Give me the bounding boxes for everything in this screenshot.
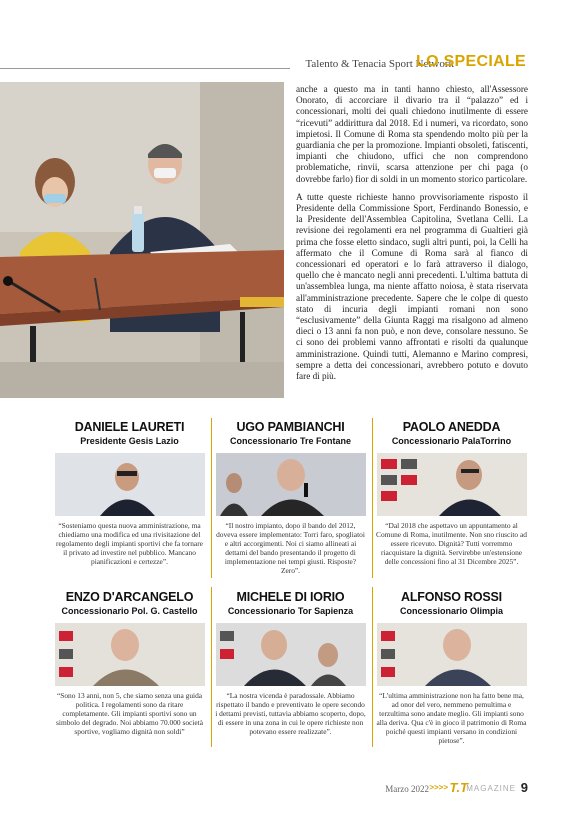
profile-photo <box>216 453 366 516</box>
profile-name: DANIELE LAURETI <box>74 420 185 434</box>
page-footer <box>0 780 580 796</box>
profile-photo <box>55 453 205 516</box>
profile-name: MICHELE DI IORIO <box>236 590 345 604</box>
column-divider <box>372 418 373 578</box>
issue-month: Marzo 2022 <box>385 784 429 794</box>
footer-arrows: >>>> <box>429 783 448 792</box>
profile-name: ALFONSO ROSSI <box>401 590 502 604</box>
section-title: LO SPECIALE <box>416 53 526 70</box>
profile-role: Presidente Gesis Lazio <box>80 436 179 446</box>
profile-card-anedda <box>374 420 529 566</box>
column-divider <box>211 418 212 578</box>
profile-name: ENZO D'ARCANGELO <box>65 590 194 604</box>
profile-quote: “Il nostro impianto, dopo il bando del 2012, doveva essere implementato: Torri faro, spogliatoi e altri accorgimenti. Noi ci siamo allineati ai dettami del bando presentando il progetto di implementazione nei tempi giusti. Risposte? Zero”. <box>216 521 365 575</box>
article-paragraph-1: anche a questo ma in tanti hanno chiesto, all'Assessore Onorato, di accorciare il divario tra il “palazzo” ed i concessionari, molti dei quali chiedono inutilmente di essere “ricevuti” addirittura dal 2018. Ed i numeri, va ricordato, sono impietosi. Il Comune di Roma sta spendendo molto più per la guardiania che per la promozione. Impianti obsoleti, fatiscenti, impianti che chiudono, uffici che non comprendono problematiche, rinvii, scarsa attenzione per chi paga (o dovrebbe farlo) fior di soldi in un momento storico particolare. <box>296 84 528 184</box>
profile-card-rossi <box>374 590 529 745</box>
page-number: 9 <box>520 780 528 795</box>
profile-photo <box>377 453 527 516</box>
portrait-illustration <box>216 453 366 516</box>
profile-card-laureti <box>52 420 207 566</box>
profile-photo <box>377 623 527 686</box>
article-body <box>296 84 528 389</box>
magazine-label: MAGAZINE <box>466 784 516 793</box>
portrait-illustration <box>55 453 205 516</box>
article-paragraph-2: A tutte queste richieste hanno provvisoriamente risposto il Presidente della Commissione Sport, Ferdinando Bonessio, e la Presidente dell'Assemblea Capitolina, Svetlana Celli. La revisione dei regolamenti era nel programma di Gualtieri già prima che fosse eletto sindaco, sugli altri punti, poi, la Celli ha affermato che il Comune di Roma sarà al fianco di concessionari ed operatori e lo farà attraverso il dialogo, quello che è mancato negli anni precedenti. L'ultima battuta di un'assemblea lunga, ma niente affatto noiosa, è stata riservata all'amministrazione precedente. Sapere che le colpe di questo stato di incuria degli impianti romani non sono “esclusivamente” della Giunta Raggi ma risalgono ad almeno dieci o 13 anni fa non può, e non deve, consolare nessuno. Se ci sono dei problemi vanno affrontati e risolti da qualunque amministrazione. Quindi tutti, Alemanno e Marino compresi, sempre a detta dei concessionari, avrebbero potuto e dovuto fare di più. <box>296 191 528 382</box>
profile-role: Concessionario Tre Fontane <box>229 436 352 446</box>
profile-role: Concessionario Pol. G. Castello <box>61 606 198 616</box>
profile-role: Concessionario Tor Sapienza <box>227 606 354 616</box>
profile-quote: “Dal 2018 che aspettavo un appuntamento al Comune di Roma, inutilmente. Non sno riuscito ad essere ricevuto. Dignità? Tutti vorremmo riacquistare la dignità. Servirebbe un'estensione delle concessioni fino al 31 Dicembre 2025”. <box>376 521 527 566</box>
portrait-illustration <box>55 623 205 686</box>
profile-quote: “La nostra vicenda è paradossale. Abbiamo rispettato il bando e preventivato le opere secondo i dettami previsti, tuttavia abbiamo scoperto, dopo, di essere in una zona in cui le opere richieste non potevano essere realizzate”. <box>215 691 366 736</box>
column-divider <box>372 587 373 747</box>
portrait-illustration <box>216 623 366 686</box>
page-header <box>0 52 580 74</box>
portrait-illustration <box>377 623 527 686</box>
magazine-logo: T.T <box>449 780 468 795</box>
profile-name: UGO PAMBIANCHI <box>236 420 345 434</box>
profile-card-darcangelo <box>52 590 207 736</box>
profile-photo <box>55 623 205 686</box>
profile-name: PAOLO ANEDDA <box>402 420 501 434</box>
profile-quote: “Sosteniamo questa nuova amministrazione, ma chiediamo una modifica ed una rivisitazione del regolamento degli impianti sportivi che fa tornare il privato ad investire nel pubblico. Mancano pianificazioni e certezze”. <box>56 521 203 566</box>
profile-role: Concessionario PalaTorrino <box>391 436 512 446</box>
header-rule <box>0 68 290 69</box>
profile-card-diiorio <box>213 590 368 736</box>
profile-card-pambianchi <box>213 420 368 575</box>
meeting-photo-illustration <box>0 82 284 398</box>
profile-role: Concessionario Olimpia <box>399 606 504 616</box>
network-label: Talento & Tenacia Sport Network <box>305 58 454 70</box>
column-divider <box>211 587 212 747</box>
profile-quote: “Sono 13 anni, non 5, che siamo senza una guida politica. I regolamenti sono da ritare completamente. Gli impianti sportivi sono un simbolo del degrado. Noi abbiamo 70.000 società sportive, vogliamo dignità non soldi” <box>56 691 203 736</box>
portrait-illustration <box>377 453 527 516</box>
hero-photo <box>0 82 284 398</box>
profile-quote: “L'ultima amministrazione non ha fatto bene ma, ad onor del vero, nemmeno pemultima e terzultima sono andate meglio. Gli impianti sono alla deriva. Qua c'è in gioco il patrimonio di Roma poiché questi impianti versano in condizioni pietose”. <box>376 691 527 745</box>
profile-photo <box>216 623 366 686</box>
